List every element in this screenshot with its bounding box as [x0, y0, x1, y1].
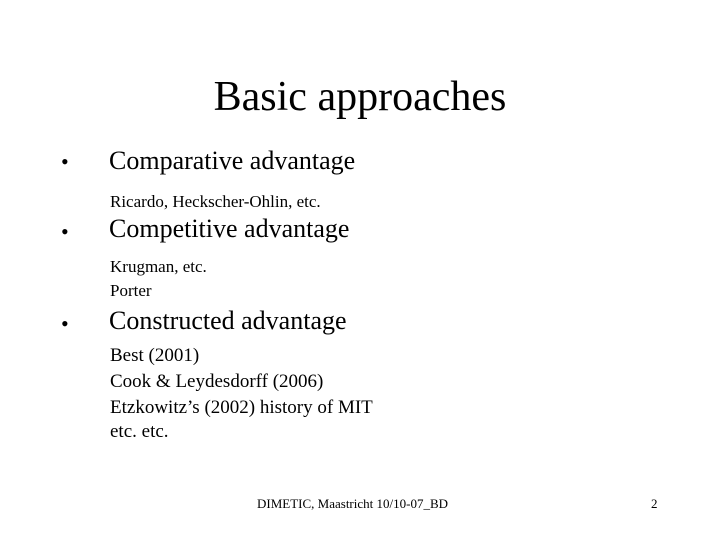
bullet-detail: Porter [110, 281, 152, 300]
footer-text: DIMETIC, Maastricht 10/10-07_BD [257, 496, 449, 511]
bullet-marker-1: • [61, 149, 69, 174]
bullet-detail: Ricardo, Heckscher-Ohlin, etc. [110, 192, 321, 211]
bullet-marker-2: • [61, 219, 69, 244]
bullet-heading-competitive: Competitive advantage [109, 214, 350, 243]
bullet-heading-comparative: Comparative advantage [109, 146, 356, 175]
page-number: 2 [651, 496, 658, 511]
bullet-detail: Cook & Leydesdorff (2006) [110, 371, 324, 392]
bullet-marker-3: • [61, 311, 69, 336]
bullet-detail: Krugman, etc. [110, 257, 207, 276]
slide-title: Basic approaches [213, 74, 507, 120]
bullet-detail: Etzkowitz’s (2002) history of MIT [110, 397, 373, 418]
bullet-detail: Best (2001) [110, 345, 200, 366]
bullet-detail: etc. etc. [110, 421, 169, 442]
bullet-heading-constructed: Constructed advantage [109, 306, 347, 335]
